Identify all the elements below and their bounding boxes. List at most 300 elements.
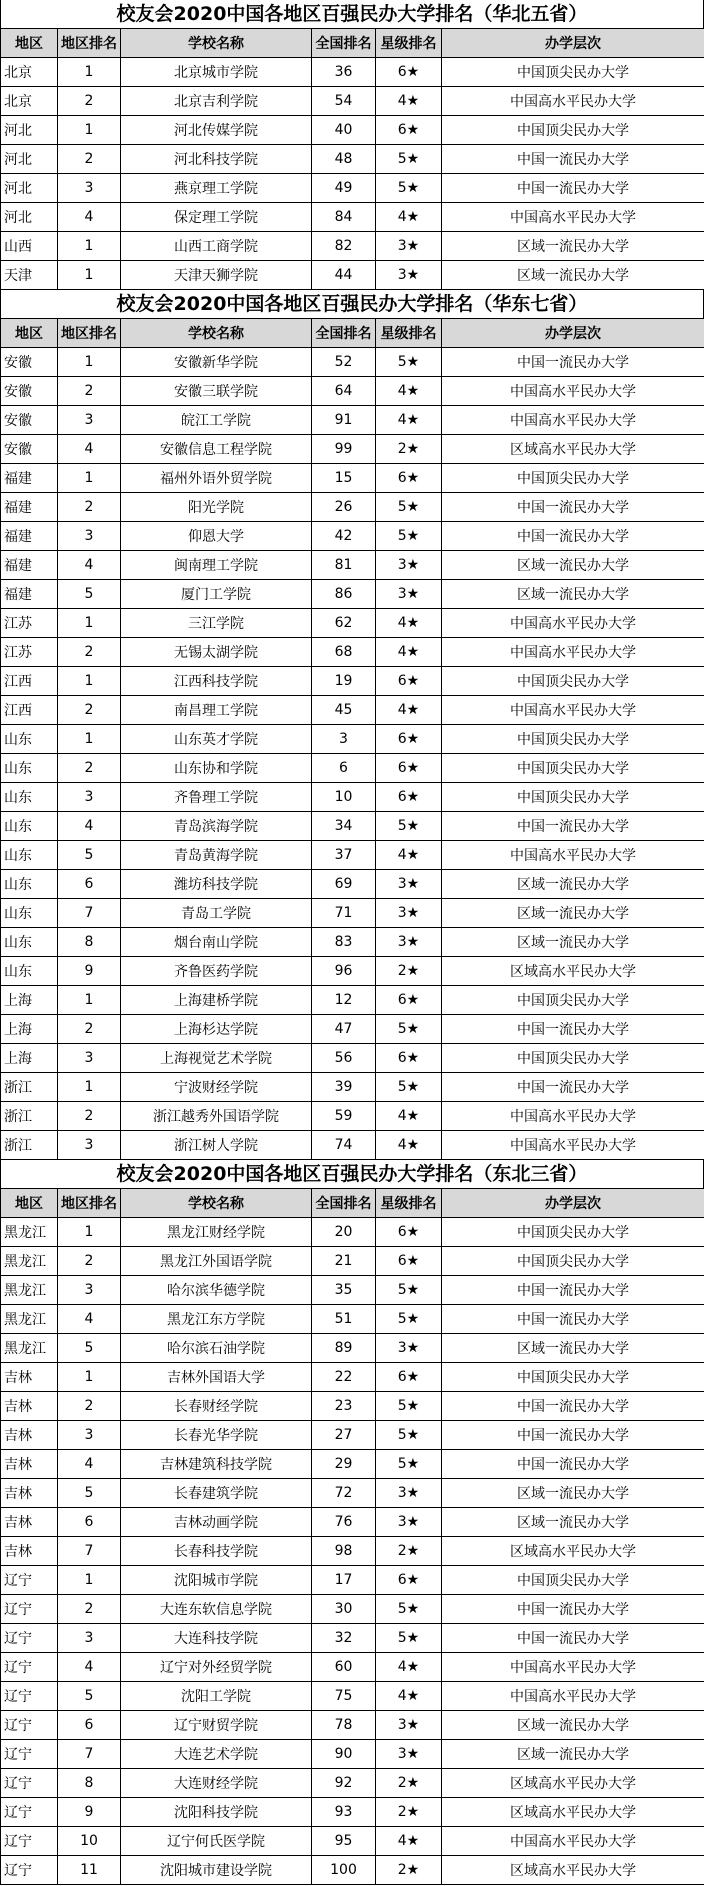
school-level-cell: 区域一流民办大学 [442, 1508, 704, 1537]
star-rating-cell: 3★ [376, 580, 442, 609]
school-name-cell: 吉林建筑科技学院 [121, 1450, 312, 1479]
star-rating-cell: 4★ [376, 1131, 442, 1160]
table-row [1, 493, 704, 522]
national-rank-cell: 3 [312, 725, 376, 754]
school-name-cell: 安徽新华学院 [121, 348, 312, 377]
school-level-cell: 区域高水平民办大学 [442, 435, 704, 464]
region-rank-cell: 1 [58, 261, 121, 290]
table-row [1, 261, 704, 290]
school-name-cell: 河北科技学院 [121, 145, 312, 174]
region-rank-cell: 7 [58, 1537, 121, 1566]
table-row [1, 638, 704, 667]
region-rank-cell: 5 [58, 580, 121, 609]
region-cell: 黑龙江 [1, 1305, 58, 1334]
school-name-cell: 浙江越秀外国语学院 [121, 1102, 312, 1131]
star-rating-cell: 6★ [376, 1218, 442, 1247]
table-row [1, 1392, 704, 1421]
section-title: 校友会2020中国各地区百强民办大学排名（华东七省） [0, 290, 704, 318]
table-row [1, 58, 704, 87]
table-row [1, 435, 704, 464]
national-rank-cell: 52 [312, 348, 376, 377]
star-rating-cell: 5★ [376, 348, 442, 377]
school-name-cell: 吉林外国语大学 [121, 1363, 312, 1392]
region-rank-cell: 4 [58, 203, 121, 232]
star-rating-cell: 5★ [376, 1015, 442, 1044]
star-rating-cell: 2★ [376, 1537, 442, 1566]
school-level-cell: 中国顶尖民办大学 [442, 1566, 704, 1595]
table-row [1, 1798, 704, 1827]
school-level-cell: 中国顶尖民办大学 [442, 116, 704, 145]
national-rank-cell: 54 [312, 87, 376, 116]
region-cell: 吉林 [1, 1450, 58, 1479]
header-national-rank: 全国排名 [312, 319, 376, 348]
school-level-cell: 中国顶尖民办大学 [442, 783, 704, 812]
region-cell: 吉林 [1, 1363, 58, 1392]
national-rank-cell: 100 [312, 1856, 376, 1885]
section-title: 校友会2020中国各地区百强民办大学排名（华北五省） [0, 0, 704, 28]
school-level-cell: 中国一流民办大学 [442, 145, 704, 174]
region-cell: 黑龙江 [1, 1218, 58, 1247]
school-level-cell: 区域一流民办大学 [442, 899, 704, 928]
national-rank-cell: 64 [312, 377, 376, 406]
region-cell: 江苏 [1, 638, 58, 667]
school-level-cell: 区域一流民办大学 [442, 928, 704, 957]
region-rank-cell: 4 [58, 1653, 121, 1682]
school-name-cell: 山东英才学院 [121, 725, 312, 754]
table-header-row [1, 1189, 704, 1218]
header-region: 地区 [1, 319, 58, 348]
star-rating-cell: 6★ [376, 116, 442, 145]
table-row [1, 754, 704, 783]
school-level-cell: 中国高水平民办大学 [442, 638, 704, 667]
region-cell: 河北 [1, 174, 58, 203]
region-rank-cell: 9 [58, 1798, 121, 1827]
region-cell: 吉林 [1, 1479, 58, 1508]
region-rank-cell: 2 [58, 87, 121, 116]
school-level-cell: 中国顶尖民办大学 [442, 986, 704, 1015]
school-name-cell: 三江学院 [121, 609, 312, 638]
school-level-cell: 中国一流民办大学 [442, 1595, 704, 1624]
star-rating-cell: 2★ [376, 1769, 442, 1798]
region-rank-cell: 3 [58, 1421, 121, 1450]
table-header-row [1, 319, 704, 348]
school-level-cell: 中国高水平民办大学 [442, 377, 704, 406]
region-rank-cell: 4 [58, 1450, 121, 1479]
star-rating-cell: 3★ [376, 928, 442, 957]
header-school-level: 办学层次 [442, 29, 704, 58]
school-name-cell: 青岛工学院 [121, 899, 312, 928]
school-level-cell: 中国一流民办大学 [442, 1015, 704, 1044]
region-cell: 黑龙江 [1, 1334, 58, 1363]
section-title: 校友会2020中国各地区百强民办大学排名（东北三省） [0, 1160, 704, 1188]
school-name-cell: 大连科技学院 [121, 1624, 312, 1653]
region-rank-cell: 3 [58, 522, 121, 551]
school-level-cell: 区域一流民办大学 [442, 1334, 704, 1363]
school-level-cell: 区域一流民办大学 [442, 551, 704, 580]
table-row [1, 145, 704, 174]
star-rating-cell: 4★ [376, 87, 442, 116]
table-row [1, 1537, 704, 1566]
table-row [1, 1450, 704, 1479]
national-rank-cell: 51 [312, 1305, 376, 1334]
header-region: 地区 [1, 1189, 58, 1218]
school-level-cell: 中国高水平民办大学 [442, 1827, 704, 1856]
national-rank-cell: 12 [312, 986, 376, 1015]
star-rating-cell: 4★ [376, 1827, 442, 1856]
national-rank-cell: 75 [312, 1682, 376, 1711]
star-rating-cell: 4★ [376, 841, 442, 870]
region-cell: 吉林 [1, 1392, 58, 1421]
star-rating-cell: 4★ [376, 1682, 442, 1711]
national-rank-cell: 30 [312, 1595, 376, 1624]
national-rank-cell: 83 [312, 928, 376, 957]
table-row [1, 116, 704, 145]
school-name-cell: 江西科技学院 [121, 667, 312, 696]
national-rank-cell: 40 [312, 116, 376, 145]
table-row [1, 1073, 704, 1102]
region-cell: 辽宁 [1, 1595, 58, 1624]
region-cell: 北京 [1, 58, 58, 87]
school-name-cell: 沈阳城市建设学院 [121, 1856, 312, 1885]
region-rank-cell: 10 [58, 1827, 121, 1856]
region-rank-cell: 1 [58, 1218, 121, 1247]
table-row [1, 406, 704, 435]
school-level-cell: 中国一流民办大学 [442, 1421, 704, 1450]
school-name-cell: 闽南理工学院 [121, 551, 312, 580]
table-row [1, 1334, 704, 1363]
region-cell: 福建 [1, 580, 58, 609]
table-row [1, 870, 704, 899]
school-level-cell: 中国高水平民办大学 [442, 1131, 704, 1160]
table-row [1, 1131, 704, 1160]
national-rank-cell: 42 [312, 522, 376, 551]
table-row [1, 1044, 704, 1073]
region-cell: 浙江 [1, 1131, 58, 1160]
star-rating-cell: 5★ [376, 1392, 442, 1421]
region-rank-cell: 3 [58, 174, 121, 203]
region-cell: 安徽 [1, 435, 58, 464]
school-level-cell: 中国一流民办大学 [442, 522, 704, 551]
star-rating-cell: 2★ [376, 435, 442, 464]
region-rank-cell: 2 [58, 1015, 121, 1044]
national-rank-cell: 34 [312, 812, 376, 841]
star-rating-cell: 6★ [376, 986, 442, 1015]
region-cell: 山东 [1, 899, 58, 928]
region-rank-cell: 2 [58, 1392, 121, 1421]
national-rank-cell: 20 [312, 1218, 376, 1247]
region-rank-cell: 6 [58, 870, 121, 899]
school-name-cell: 阳光学院 [121, 493, 312, 522]
region-cell: 江西 [1, 696, 58, 725]
star-rating-cell: 6★ [376, 464, 442, 493]
region-rank-cell: 4 [58, 435, 121, 464]
school-name-cell: 无锡太湖学院 [121, 638, 312, 667]
school-name-cell: 辽宁何氏医学院 [121, 1827, 312, 1856]
national-rank-cell: 93 [312, 1798, 376, 1827]
table-row [1, 1653, 704, 1682]
region-rank-cell: 8 [58, 1769, 121, 1798]
national-rank-cell: 62 [312, 609, 376, 638]
ranking-table [0, 1188, 704, 1885]
national-rank-cell: 74 [312, 1131, 376, 1160]
region-rank-cell: 8 [58, 928, 121, 957]
school-name-cell: 青岛黄海学院 [121, 841, 312, 870]
region-rank-cell: 7 [58, 1740, 121, 1769]
region-rank-cell: 2 [58, 377, 121, 406]
national-rank-cell: 90 [312, 1740, 376, 1769]
region-rank-cell: 1 [58, 725, 121, 754]
table-row [1, 1102, 704, 1131]
star-rating-cell: 5★ [376, 1305, 442, 1334]
region-rank-cell: 2 [58, 696, 121, 725]
school-name-cell: 浙江树人学院 [121, 1131, 312, 1160]
star-rating-cell: 6★ [376, 1044, 442, 1073]
school-level-cell: 中国高水平民办大学 [442, 841, 704, 870]
region-cell: 浙江 [1, 1102, 58, 1131]
star-rating-cell: 6★ [376, 1247, 442, 1276]
region-cell: 山东 [1, 754, 58, 783]
region-rank-cell: 3 [58, 406, 121, 435]
school-level-cell: 中国顶尖民办大学 [442, 667, 704, 696]
national-rank-cell: 49 [312, 174, 376, 203]
region-rank-cell: 2 [58, 493, 121, 522]
school-name-cell: 青岛滨海学院 [121, 812, 312, 841]
region-rank-cell: 5 [58, 1334, 121, 1363]
star-rating-cell: 5★ [376, 1450, 442, 1479]
national-rank-cell: 23 [312, 1392, 376, 1421]
table-row [1, 1276, 704, 1305]
school-name-cell: 燕京理工学院 [121, 174, 312, 203]
school-level-cell: 中国一流民办大学 [442, 1073, 704, 1102]
table-row [1, 899, 704, 928]
region-rank-cell: 9 [58, 957, 121, 986]
ranking-table [0, 28, 704, 290]
school-level-cell: 区域高水平民办大学 [442, 1798, 704, 1827]
region-rank-cell: 3 [58, 1276, 121, 1305]
star-rating-cell: 6★ [376, 58, 442, 87]
star-rating-cell: 4★ [376, 1102, 442, 1131]
school-name-cell: 黑龙江财经学院 [121, 1218, 312, 1247]
star-rating-cell: 3★ [376, 551, 442, 580]
star-rating-cell: 5★ [376, 1073, 442, 1102]
region-rank-cell: 1 [58, 667, 121, 696]
region-rank-cell: 11 [58, 1856, 121, 1885]
region-cell: 黑龙江 [1, 1247, 58, 1276]
region-cell: 山西 [1, 232, 58, 261]
national-rank-cell: 56 [312, 1044, 376, 1073]
table-row [1, 377, 704, 406]
header-region-rank: 地区排名 [58, 29, 121, 58]
national-rank-cell: 29 [312, 1450, 376, 1479]
national-rank-cell: 72 [312, 1479, 376, 1508]
region-cell: 辽宁 [1, 1711, 58, 1740]
school-name-cell: 山东协和学院 [121, 754, 312, 783]
table-row [1, 1015, 704, 1044]
national-rank-cell: 37 [312, 841, 376, 870]
national-rank-cell: 84 [312, 203, 376, 232]
table-row [1, 783, 704, 812]
region-cell: 河北 [1, 203, 58, 232]
school-name-cell: 齐鲁医药学院 [121, 957, 312, 986]
school-name-cell: 上海建桥学院 [121, 986, 312, 1015]
region-cell: 黑龙江 [1, 1276, 58, 1305]
school-level-cell: 中国顶尖民办大学 [442, 1044, 704, 1073]
header-school-name: 学校名称 [121, 29, 312, 58]
region-rank-cell: 6 [58, 1508, 121, 1537]
star-rating-cell: 4★ [376, 406, 442, 435]
school-level-cell: 中国顶尖民办大学 [442, 464, 704, 493]
region-rank-cell: 1 [58, 1566, 121, 1595]
national-rank-cell: 59 [312, 1102, 376, 1131]
region-rank-cell: 3 [58, 1044, 121, 1073]
school-level-cell: 中国高水平民办大学 [442, 406, 704, 435]
school-level-cell: 中国一流民办大学 [442, 1624, 704, 1653]
national-rank-cell: 35 [312, 1276, 376, 1305]
star-rating-cell: 3★ [376, 899, 442, 928]
star-rating-cell: 6★ [376, 1363, 442, 1392]
star-rating-cell: 3★ [376, 261, 442, 290]
table-row [1, 522, 704, 551]
header-region: 地区 [1, 29, 58, 58]
school-name-cell: 辽宁财贸学院 [121, 1711, 312, 1740]
star-rating-cell: 2★ [376, 1856, 442, 1885]
region-rank-cell: 5 [58, 841, 121, 870]
region-rank-cell: 4 [58, 812, 121, 841]
school-level-cell: 区域高水平民办大学 [442, 957, 704, 986]
region-rank-cell: 2 [58, 638, 121, 667]
table-row [1, 928, 704, 957]
national-rank-cell: 68 [312, 638, 376, 667]
school-name-cell: 齐鲁理工学院 [121, 783, 312, 812]
school-level-cell: 区域高水平民办大学 [442, 1769, 704, 1798]
header-school-name: 学校名称 [121, 319, 312, 348]
region-rank-cell: 4 [58, 551, 121, 580]
national-rank-cell: 39 [312, 1073, 376, 1102]
school-name-cell: 北京城市学院 [121, 58, 312, 87]
region-rank-cell: 5 [58, 1479, 121, 1508]
region-cell: 山东 [1, 841, 58, 870]
table-row [1, 348, 704, 377]
national-rank-cell: 26 [312, 493, 376, 522]
region-rank-cell: 2 [58, 754, 121, 783]
table-row [1, 986, 704, 1015]
region-cell: 辽宁 [1, 1682, 58, 1711]
region-rank-cell: 1 [58, 1363, 121, 1392]
region-rank-cell: 7 [58, 899, 121, 928]
national-rank-cell: 45 [312, 696, 376, 725]
region-cell: 辽宁 [1, 1566, 58, 1595]
star-rating-cell: 4★ [376, 696, 442, 725]
region-cell: 福建 [1, 551, 58, 580]
region-cell: 山东 [1, 783, 58, 812]
star-rating-cell: 5★ [376, 1595, 442, 1624]
school-level-cell: 中国一流民办大学 [442, 1276, 704, 1305]
star-rating-cell: 6★ [376, 754, 442, 783]
table-row [1, 1479, 704, 1508]
national-rank-cell: 60 [312, 1653, 376, 1682]
school-level-cell: 中国顶尖民办大学 [442, 1247, 704, 1276]
region-rank-cell: 3 [58, 1624, 121, 1653]
school-level-cell: 中国一流民办大学 [442, 348, 704, 377]
national-rank-cell: 91 [312, 406, 376, 435]
national-rank-cell: 10 [312, 783, 376, 812]
national-rank-cell: 98 [312, 1537, 376, 1566]
star-rating-cell: 6★ [376, 783, 442, 812]
region-cell: 山东 [1, 725, 58, 754]
school-name-cell: 宁波财经学院 [121, 1073, 312, 1102]
school-level-cell: 区域高水平民办大学 [442, 1537, 704, 1566]
national-rank-cell: 69 [312, 870, 376, 899]
star-rating-cell: 4★ [376, 638, 442, 667]
national-rank-cell: 27 [312, 1421, 376, 1450]
region-cell: 辽宁 [1, 1798, 58, 1827]
school-level-cell: 区域一流民办大学 [442, 1740, 704, 1769]
header-school-level: 办学层次 [442, 319, 704, 348]
region-cell: 福建 [1, 522, 58, 551]
region-rank-cell: 6 [58, 1711, 121, 1740]
star-rating-cell: 3★ [376, 870, 442, 899]
region-cell: 北京 [1, 87, 58, 116]
star-rating-cell: 3★ [376, 1740, 442, 1769]
region-cell: 吉林 [1, 1508, 58, 1537]
region-rank-cell: 1 [58, 116, 121, 145]
region-cell: 辽宁 [1, 1624, 58, 1653]
national-rank-cell: 92 [312, 1769, 376, 1798]
school-level-cell: 中国顶尖民办大学 [442, 58, 704, 87]
school-name-cell: 潍坊科技学院 [121, 870, 312, 899]
region-rank-cell: 1 [58, 609, 121, 638]
star-rating-cell: 5★ [376, 1624, 442, 1653]
table-row [1, 1624, 704, 1653]
table-row [1, 87, 704, 116]
region-cell: 上海 [1, 986, 58, 1015]
school-level-cell: 中国高水平民办大学 [442, 87, 704, 116]
region-rank-cell: 1 [58, 348, 121, 377]
national-rank-cell: 36 [312, 58, 376, 87]
table-row [1, 551, 704, 580]
table-row [1, 1595, 704, 1624]
school-level-cell: 中国一流民办大学 [442, 812, 704, 841]
national-rank-cell: 15 [312, 464, 376, 493]
school-name-cell: 哈尔滨石油学院 [121, 1334, 312, 1363]
national-rank-cell: 82 [312, 232, 376, 261]
table-row [1, 725, 704, 754]
region-cell: 上海 [1, 1044, 58, 1073]
national-rank-cell: 95 [312, 1827, 376, 1856]
star-rating-cell: 4★ [376, 609, 442, 638]
region-cell: 辽宁 [1, 1769, 58, 1798]
school-name-cell: 烟台南山学院 [121, 928, 312, 957]
school-name-cell: 大连艺术学院 [121, 1740, 312, 1769]
region-cell: 江西 [1, 667, 58, 696]
table-row [1, 1769, 704, 1798]
header-school-level: 办学层次 [442, 1189, 704, 1218]
school-level-cell: 区域一流民办大学 [442, 580, 704, 609]
school-level-cell: 中国顶尖民办大学 [442, 754, 704, 783]
table-row [1, 203, 704, 232]
school-level-cell: 中国高水平民办大学 [442, 696, 704, 725]
national-rank-cell: 89 [312, 1334, 376, 1363]
school-name-cell: 福州外语外贸学院 [121, 464, 312, 493]
table-row [1, 174, 704, 203]
star-rating-cell: 4★ [376, 377, 442, 406]
region-cell: 安徽 [1, 348, 58, 377]
school-level-cell: 中国一流民办大学 [442, 174, 704, 203]
school-level-cell: 区域一流民办大学 [442, 1711, 704, 1740]
table-row [1, 1827, 704, 1856]
table-row [1, 812, 704, 841]
region-cell: 浙江 [1, 1073, 58, 1102]
